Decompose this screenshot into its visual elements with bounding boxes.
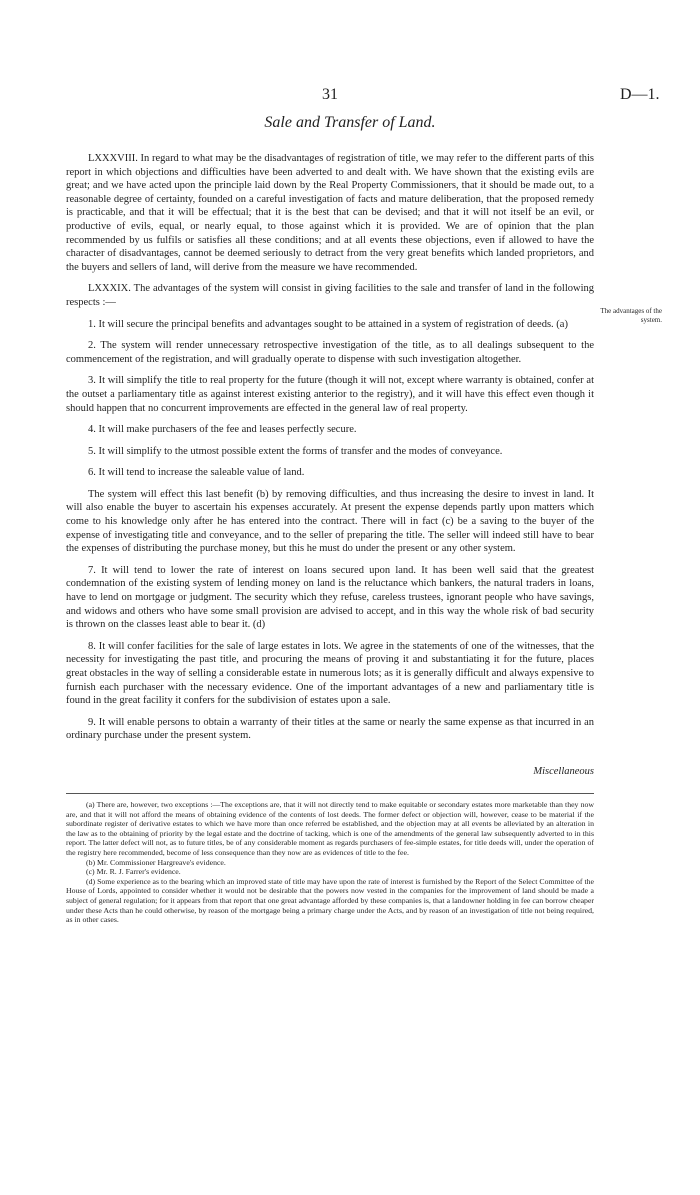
page-number: 31 [322,86,338,103]
list-item: 7. It will tend to lower the rate of interest on loans secured upon land. It has been well said that the greatest condemnation of the existing system of lending money on land is the reluctance which bankers, the natural traders in loans, have to lend on mortgage or judgment. The security which they refuse, careless trustees, ignorant people who have savings, and widows and others who have some small provision are advised to accept, and in this way the whole risk of bad security is thrown on the classes least able to bear it. (d) [66,564,594,631]
side-note: The advantages of the system. [600,307,662,324]
paragraph-lxxxviii: LXXXVIII. In regard to what may be the disadvantages of registration of title, we may refer to the different parts of this report in which objections and difficulties have been adverted to and dealt with. We have shown that the existing evils are great; and we have acted upon the principle laid down by the Real Property Commissioners, that it should be made out, to a reasonable degree of certainty, founded on a careful investigation of facts and mature deliberation, that the proposed remedy is practicable, and that it will be effectual; that it is the best that can be devised; and that it will not itself be an evil, or productive of evils, equal, or nearly equal, to those against which it is provided. We are of opinion that the plan recommended by us fulfils or satisfies all these conditions; and at all events these objections, even if allowed to have the character of disadvantages, cannot be deemed seriously to detract from the very great benefits which landed proprietors, and the buyers and sellers of land, will derive from the measure we have recommended. [66,153,594,273]
catchword: Miscellaneous [533,766,594,777]
list-item: 5. It will simplify to the utmost possible extent the forms of transfer and the modes of conveyance. [88,445,503,457]
footnote-a: (a) There are, however, two exceptions :—The exceptions are, that it will not directly tend to make equitable or secondary estates more marketable than they now are, and that it will not afford the means of obtaining evidence of the contents of lost deeds. The former defect or objection will, however, cease to be material if the subordinate register of derivative estates to which we have more than once referred be established, and the objection may at all events be alleviated by an alteration in the law as to the obtaining of priority by the legal estate and the doctrine of tacking, which is one of the amendments of the general law subsequently adverted to in this report. The latter defect will not, as to future titles, be of any considerable moment as regards purchasers of fee-simple estates, for title deeds will, under the operation of the registry here recommended, become of less consequence than they now are as evidences of title to the fee. [66,800,594,857]
list-item: 8. It will confer facilities for the sale of large estates in lots. We agree in the statements of one of the witnesses, that the necessity for investigating the past title, and procuring the means of proving it and substantiating it for the future, places great obstacles in the way of selling a considerable estate in numerous lots; as it is generally difficult and always expensive to furnish each purchaser with the necessary evidence. One of the important advantages of a new and parliamentary title is found in the great facility it confers for the subdivision of estates upon a sale. [66,640,594,707]
footnotes [66,800,594,925]
paragraph-lxxxix: LXXXIX. The advantages of the system will consist in giving facilities to the sale and transfer of land in the following respects :— [66,283,594,308]
footnote-rule [66,793,594,794]
footnote-b: (b) Mr. Commissioner Hargreave's evidence. [86,857,226,867]
document-code: D—1. [620,86,660,103]
body-text [66,152,594,751]
list-item: 2. The system will render unnecessary retrospective investigation of the title, as to all dealings subsequent to the commencement of the registration, and will gradually operate to dispense with such investigation altogether. [66,340,594,365]
footnote-c: (c) Mr. R. J. Farrer's evidence. [86,867,181,877]
running-title: Sale and Transfer of Land. [264,114,436,131]
list-item: 9. It will enable persons to obtain a warranty of their titles at the same or nearly the same expense as that incurred in an ordinary purchase under the present system. [66,716,594,742]
footnote-d: (d) Some experience as to the bearing which an improved state of title may have upon the rate of interest is furnished by the Report of the Select Committee of the House of Lords, appointed to consider whether it would not be desirable that the powers now vested in the companies for the improvement of land should be made a subject of general regulation; for it appears from that report that one great advantage afforded by these companies is, that a landowner holding in fee can borrow cheaper under these Acts than he could otherwise, by reason of the mortgage being a primary charge under the Acts, and by reason of an investigation of title not being required, as in other cases. [66,876,594,925]
list-item: 6. It will tend to increase the saleable value of land. [88,467,305,479]
list-item: 3. It will simplify the title to real property for the future (though it will not, except where warranty is obtained, confer at the outset a parliamentary title as against interest existing anterior to the registry), and it will have this effect even though it should happen that no concurrent improvements are effected in the general law of real property. [66,375,594,414]
list-item: 1. It will secure the principal benefits and advantages sought to be attained in a system of registration of deeds. (a) [88,318,568,330]
paragraph: The system will effect this last benefit (b) by removing difficulties, and thus increasing the desire to invest in land. It will also enable the buyer to ascertain his expenses accurately. At present the expense depends partly upon matters which come to his knowledge only after he has entered into the contract. There will in fact (c) be a saving to the buyer of the expense of investigating title and conveyance, and to the seller of preparing the title. The seller will indeed still have to bear the expenses of distributing the purchase money, but this he must do under the present or any other system. [66,488,594,555]
list-item: 4. It will make purchasers of the fee and leases perfectly secure. [88,424,357,436]
